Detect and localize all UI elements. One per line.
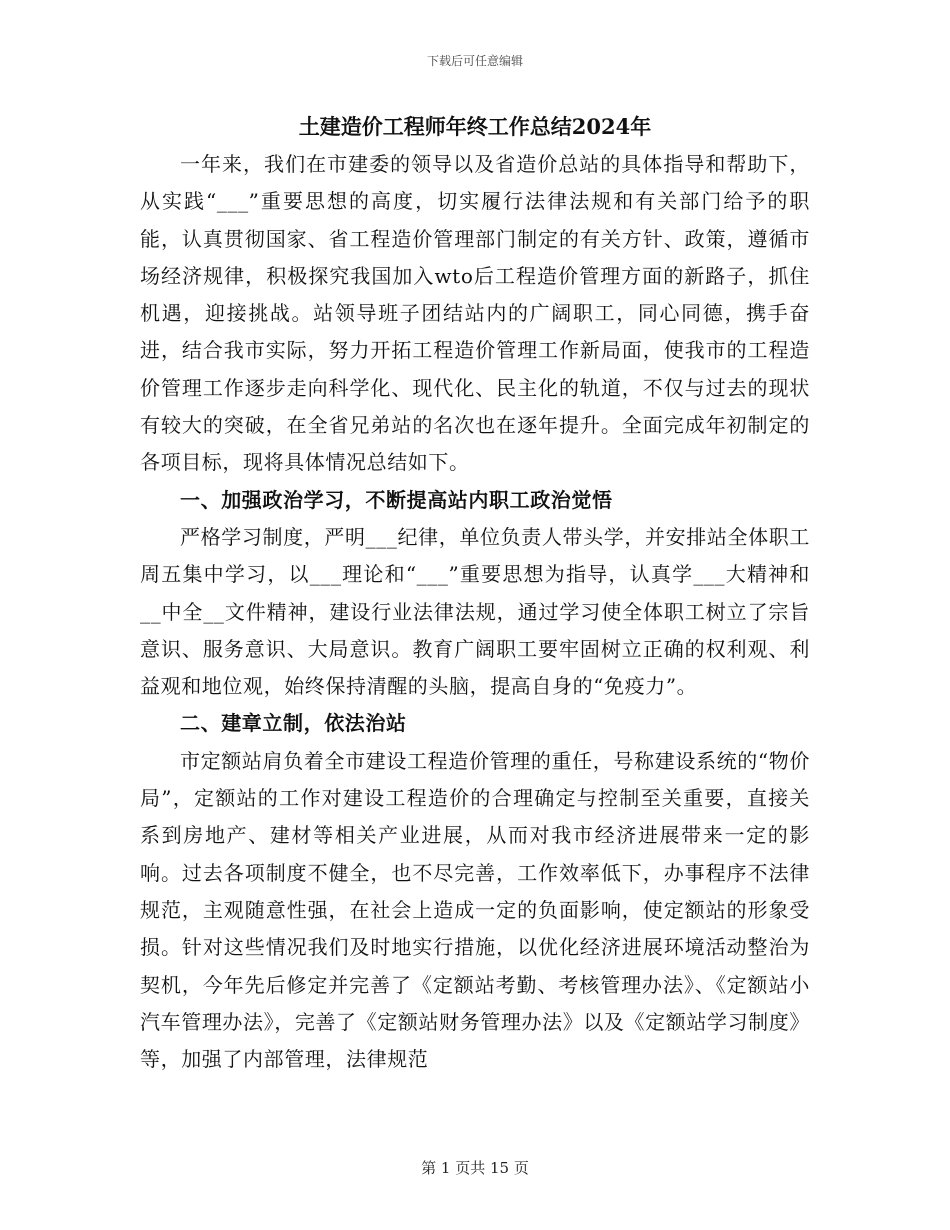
document-body — [140, 112, 810, 1078]
paragraph-section-1: 严格学习制度，严明___纪律，单位负责人带头学，并安排站全体职工周五集中学习，以___理论和“___”重要思想为指导，认真学___大精神和__中全__文件精神，建设行业法律法规，通过学习使全体职工树立了宗旨意识、服务意识、大局意识。教育广阔职工要牢固树立正确的权利观、利益观和地位观，始终保持清醒的头脑，提高自身的“免疫力”。 — [140, 524, 810, 699]
paragraph-intro: 一年来，我们在市建委的领导以及省造价总站的具体指导和帮助下，从实践“___”重要思想的高度，切实履行法律法规和有关部门给予的职能，认真贯彻国家、省工程造价管理部门制定的有关方针、政策，遵循市场经济规律，积极探究我国加入wto后工程造价管理方面的新路子，抓住机遇，迎接挑战。站领导班子团结站内的广阔职工，同心同德，携手奋进，结合我市实际，努力开拓工程造价管理工作新局面，使我市的工程造价管理工作逐步走向科学化、现代化、民主化的轨道，不仅与过去的现状有较大的突破，在全省兄弟站的名次也在逐年提升。全面完成年初制定的各项目标，现将具体情况总结如下。 — [140, 152, 810, 475]
document-title: 土建造价工程师年终工作总结2024年 — [298, 114, 652, 139]
paragraph-section-2: 市定额站肩负着全市建设工程造价管理的重任，号称建设系统的“物价局”，定额站的工作对建设工程造价的合理确定与控制至关重要，直接关系到房地产、建材等相关产业进展，从而对我市经济进展带来一定的影响。过去各项制度不健全，也不尽完善，工作效率低下，办事程序不法律规范，主观随意性强，在社会上造成一定的负面影响，使定额站的形象受损。针对这些情况我们及时地实行措施，以优化经济进展环境活动整治为契机，今年先后修定并完善了《定额站考勤、考核管理办法》、《定额站小汽车管理办法》，完善了《定额站财务管理办法》以及《定额站学习制度》等，加强了内部管理，法律规范 — [140, 748, 810, 1072]
header-note: 下载后可任意编辑 — [426, 54, 523, 68]
section-heading-1: 一、加强政治学习，不断提高站内职工政治觉悟 — [180, 487, 613, 512]
section-heading-2: 二、建章立制，依法治站 — [180, 711, 407, 736]
page-footer: 第 1 页共 15 页 — [421, 1159, 529, 1177]
